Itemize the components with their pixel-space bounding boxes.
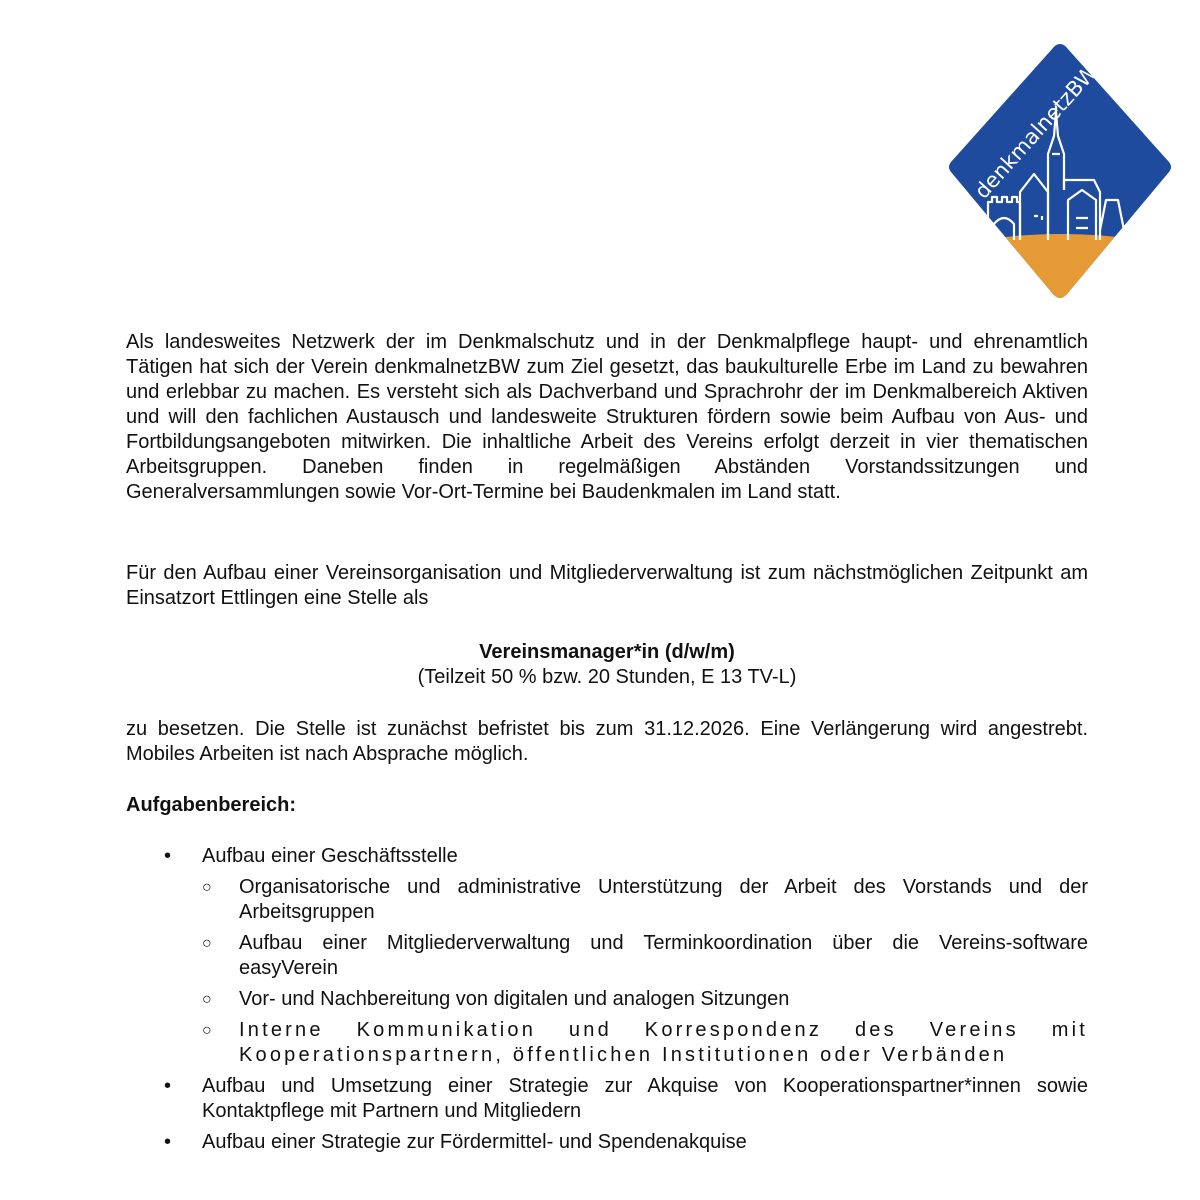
circle-bullet-icon: ○ [202,1022,212,1039]
tasks-heading: Aufgabenbereich: [126,794,297,816]
bullet-icon: • [164,1131,172,1153]
intro-paragraph: Als landesweites Netzwerk der im Denkmalschutz und in der Denkmalpflege haupt- und ehrenamtlich Tätigen hat sich der Verein denkmalnetzBW zum Ziel gesetzt, das baukulturelle Erbe im Land zu bewahren und erlebbar zu machen. Es versteht sich als Dachverband und Sprachrohr der im Denkmalbereich Aktiven und will den fachlichen Austausch und landesweite Strukturen fördern sowie beim Aufbau von Aus- und Fortbildungsangeboten mitwirken. Die inhaltliche Arbeit des Vereins erfolgt derzeit in vier thematischen Arbeitsgruppen. Daneben finden in regelmäßigen Abständen Vorstandssitzungen und Generalversammlungen sowie Vor-Ort-Termine bei Baudenkmalen im Land statt. [126,331,1088,503]
list-item-text: Aufbau und Umsetzung einer Strategie zur Akquise von Kooperationspartner*innen sowie Kontaktpflege mit Partnern und Mitgliedern [202,1075,1088,1122]
list-item [160,844,1088,1068]
list-item-text: Aufbau einer Strategie zur Fördermittel- und Spendenakquise [202,1131,747,1153]
bullet-icon: • [164,845,172,867]
position-title: Vereinsmanager*in (d/w/m) [479,641,735,663]
sub-list-item-text: Organisatorische und administrative Unterstützung der Arbeit des Vorstands und der Arbeitsgruppen [239,876,1088,923]
sub-list [202,875,1088,1068]
sub-list-item-text: Interne Kommunikation und Korrespondenz des Vereins mit Kooperationspartnern, öffentlichen Institutionen oder Verbänden [239,1019,1088,1066]
sub-list-item-text: Vor- und Nachbereitung von digitalen und analogen Sitzungen [239,988,790,1010]
logo-ground [942,238,1178,302]
circle-bullet-icon: ○ [202,879,212,896]
circle-bullet-icon: ○ [202,991,212,1008]
position-subtitle: (Teilzeit 50 % bzw. 20 Stunden, E 13 TV-L) [417,666,797,688]
list-item [160,1130,1088,1155]
denkmalnetzbw-logo [942,40,1178,302]
sub-list-item [202,1018,1088,1068]
logo-horizon [942,234,1178,245]
bullet-icon: • [164,1075,172,1097]
circle-bullet-icon: ○ [202,935,212,952]
list-item-text: Aufbau einer Geschäftsstelle [202,845,458,867]
terms-paragraph: zu besetzen. Die Stelle ist zunächst befristet bis zum 31.12.2026. Eine Verlängerung wird angestrebt. Mobiles Arbeiten ist nach Absprache möglich. [126,718,1088,765]
task-list [160,844,1088,1161]
sub-list-item [202,987,1088,1012]
list-item [160,1074,1088,1124]
logo-wordmark: denkmalnetzBW [969,60,1103,204]
sub-list-item [202,875,1088,925]
sub-list-item [202,931,1088,981]
lead-paragraph: Für den Aufbau einer Vereinsorganisation und Mitgliederverwaltung ist zum nächstmöglichen Zeitpunkt am Einsatzort Ettlingen eine Stelle als [126,562,1088,609]
sub-list-item-text: Aufbau einer Mitgliederverwaltung und Terminkoordination über die Vereins-software easyVerein [239,932,1088,979]
